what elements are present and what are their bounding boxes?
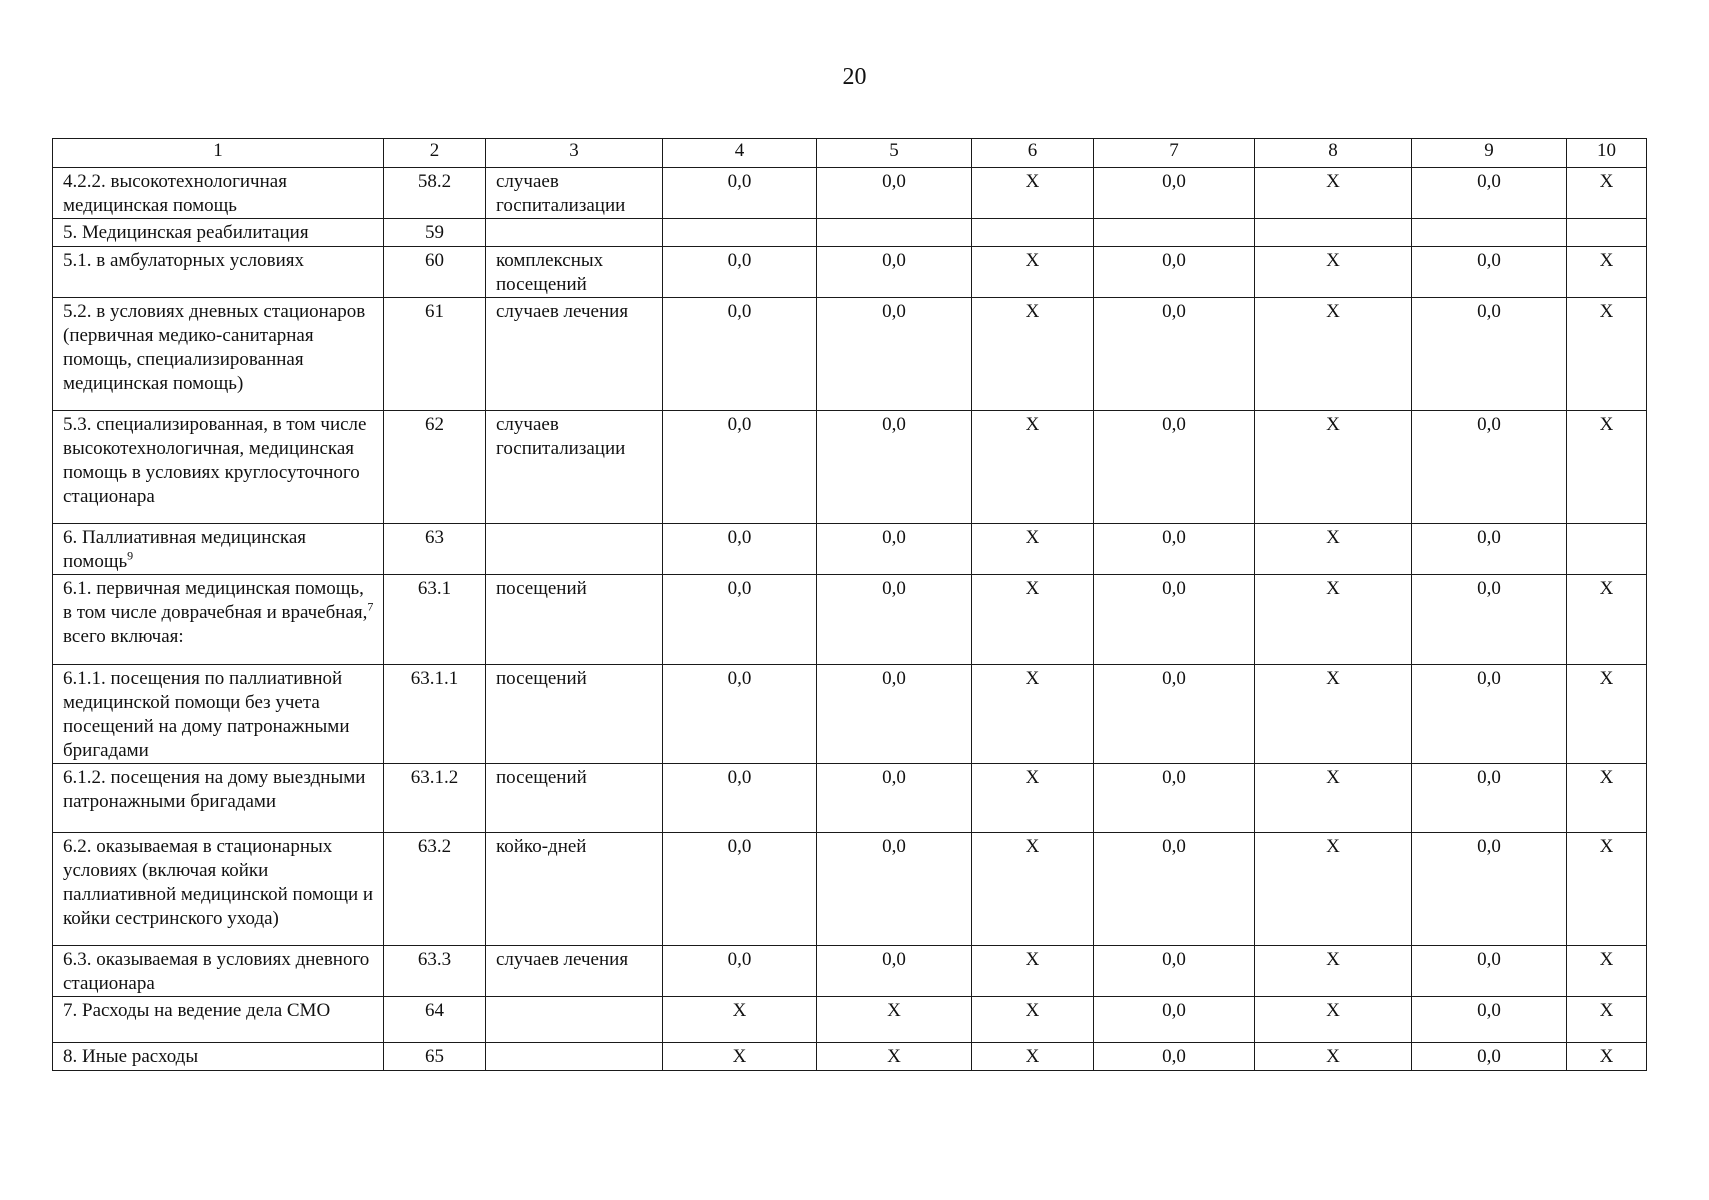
value-cell-10: X	[1567, 575, 1647, 665]
value-cell-9: 0,0	[1412, 1043, 1567, 1071]
value-cell-4: 0,0	[663, 575, 817, 665]
value-cell-8: X	[1255, 946, 1412, 997]
column-header-6: 6	[972, 139, 1094, 168]
value-cell-5: 0,0	[817, 298, 972, 411]
value-cell-6: X	[972, 997, 1094, 1043]
value-cell-8: X	[1255, 298, 1412, 411]
page-number: 20	[842, 64, 867, 90]
value-cell-7: 0,0	[1094, 247, 1255, 298]
value-cell-4: X	[663, 1043, 817, 1071]
value-cell-7: 0,0	[1094, 411, 1255, 524]
value-cell-5: 0,0	[817, 764, 972, 833]
value-cell-10	[1567, 524, 1647, 575]
value-cell-9: 0,0	[1412, 575, 1567, 665]
value-cell-7: 0,0	[1094, 575, 1255, 665]
table-row	[53, 168, 1647, 219]
value-cell-5: 0,0	[817, 524, 972, 575]
row-name-cell	[53, 219, 384, 247]
value-cell-10: X	[1567, 997, 1647, 1043]
value-cell-7: 0,0	[1094, 524, 1255, 575]
value-cell-4: 0,0	[663, 168, 817, 219]
value-cell-9: 0,0	[1412, 168, 1567, 219]
table-row	[53, 764, 1647, 833]
row-unit: посещений	[486, 665, 663, 764]
value-cell-4: 0,0	[663, 298, 817, 411]
row-unit: случаев госпитализации	[486, 168, 663, 219]
value-cell-9: 0,0	[1412, 411, 1567, 524]
column-header-5: 5	[817, 139, 972, 168]
table-row	[53, 946, 1647, 997]
row-name: 7. Расходы на ведение дела СМО	[63, 1000, 331, 1021]
row-name: 4.2.2. высокотехнологичная медицинская помощь	[63, 171, 287, 216]
value-cell-4	[663, 219, 817, 247]
row-code: 58.2	[384, 168, 486, 219]
row-name-cell	[53, 524, 384, 575]
value-cell-7: 0,0	[1094, 997, 1255, 1043]
table-row	[53, 997, 1647, 1043]
value-cell-4: 0,0	[663, 764, 817, 833]
row-name-cell	[53, 1043, 384, 1071]
value-cell-10: X	[1567, 298, 1647, 411]
table-row	[53, 665, 1647, 764]
value-cell-10: X	[1567, 833, 1647, 946]
value-cell-9	[1412, 219, 1567, 247]
value-cell-8	[1255, 219, 1412, 247]
header-row	[53, 139, 1647, 168]
value-cell-4: 0,0	[663, 946, 817, 997]
footnote-marker: 7	[367, 599, 374, 614]
value-cell-10: X	[1567, 665, 1647, 764]
row-name: 6.3. оказываемая в условиях дневного стационара	[63, 949, 370, 994]
row-name: 5.1. в амбулаторных условиях	[63, 250, 304, 271]
row-code: 59	[384, 219, 486, 247]
row-name: 6.2. оказываемая в стационарных условиях (включая койки паллиативной медицинской помощи и койки сестринского ухода)	[63, 836, 374, 929]
value-cell-4: 0,0	[663, 247, 817, 298]
column-header-4: 4	[663, 139, 817, 168]
value-cell-9: 0,0	[1412, 524, 1567, 575]
row-unit: случаев госпитализации	[486, 411, 663, 524]
value-cell-6: X	[972, 524, 1094, 575]
value-cell-7: 0,0	[1094, 833, 1255, 946]
table-row	[53, 247, 1647, 298]
row-name: 5. Медицинская реабилитация	[63, 222, 309, 243]
row-code: 63.1.2	[384, 764, 486, 833]
column-header-9: 9	[1412, 139, 1567, 168]
row-name-cell	[53, 575, 384, 665]
row-unit	[486, 524, 663, 575]
row-name-cell	[53, 997, 384, 1043]
value-cell-8: X	[1255, 665, 1412, 764]
value-cell-6: X	[972, 411, 1094, 524]
value-cell-9: 0,0	[1412, 665, 1567, 764]
value-cell-8: X	[1255, 524, 1412, 575]
value-cell-9: 0,0	[1412, 247, 1567, 298]
row-name: 6. Паллиативная медицинская помощь	[63, 527, 307, 572]
row-unit	[486, 997, 663, 1043]
table-row	[53, 411, 1647, 524]
value-cell-10: X	[1567, 1043, 1647, 1071]
row-name: 5.3. специализированная, в том числе высокотехнологичная, медицинская помощь в условиях круглосуточного стационара	[63, 414, 367, 507]
value-cell-10: X	[1567, 247, 1647, 298]
column-header-10: 10	[1567, 139, 1647, 168]
value-cell-8: X	[1255, 168, 1412, 219]
row-unit: случаев лечения	[486, 298, 663, 411]
table-body	[53, 168, 1647, 1071]
table-row	[53, 1043, 1647, 1071]
value-cell-8: X	[1255, 764, 1412, 833]
value-cell-5: 0,0	[817, 833, 972, 946]
row-name-cell	[53, 764, 384, 833]
row-code: 60	[384, 247, 486, 298]
column-header-8: 8	[1255, 139, 1412, 168]
row-unit	[486, 219, 663, 247]
value-cell-8: X	[1255, 411, 1412, 524]
value-cell-4: 0,0	[663, 524, 817, 575]
value-cell-6: X	[972, 833, 1094, 946]
value-cell-5: 0,0	[817, 411, 972, 524]
column-header-2: 2	[384, 139, 486, 168]
value-cell-4: 0,0	[663, 411, 817, 524]
row-code: 61	[384, 298, 486, 411]
value-cell-7: 0,0	[1094, 764, 1255, 833]
value-cell-8: X	[1255, 997, 1412, 1043]
value-cell-7	[1094, 219, 1255, 247]
value-cell-10	[1567, 219, 1647, 247]
row-code: 65	[384, 1043, 486, 1071]
row-code: 62	[384, 411, 486, 524]
row-name: 8. Иные расходы	[63, 1046, 199, 1067]
value-cell-5: 0,0	[817, 946, 972, 997]
row-name: 5.2. в условиях дневных стационаров (первичная медико-санитарная помощь, специализированная медицинская помощь)	[63, 301, 366, 394]
value-cell-9: 0,0	[1412, 764, 1567, 833]
table-row	[53, 219, 1647, 247]
row-code: 63.3	[384, 946, 486, 997]
row-unit: койко-дней	[486, 833, 663, 946]
value-cell-9: 0,0	[1412, 833, 1567, 946]
row-unit	[486, 1043, 663, 1071]
row-name-cell	[53, 665, 384, 764]
value-cell-8: X	[1255, 247, 1412, 298]
value-cell-8: X	[1255, 1043, 1412, 1071]
value-cell-8: X	[1255, 575, 1412, 665]
value-cell-6: X	[972, 247, 1094, 298]
row-unit: случаев лечения	[486, 946, 663, 997]
value-cell-6: X	[972, 764, 1094, 833]
value-cell-6	[972, 219, 1094, 247]
column-header-7: 7	[1094, 139, 1255, 168]
row-name-cell	[53, 946, 384, 997]
value-cell-10: X	[1567, 168, 1647, 219]
value-cell-6: X	[972, 575, 1094, 665]
value-cell-7: 0,0	[1094, 1043, 1255, 1071]
row-unit: посещений	[486, 764, 663, 833]
table-row	[53, 833, 1647, 946]
value-cell-9: 0,0	[1412, 298, 1567, 411]
value-cell-5: 0,0	[817, 247, 972, 298]
value-cell-5: X	[817, 997, 972, 1043]
value-cell-6: X	[972, 1043, 1094, 1071]
value-cell-5	[817, 219, 972, 247]
data-table	[52, 138, 1647, 1071]
row-name-cell	[53, 411, 384, 524]
table-row	[53, 575, 1647, 665]
value-cell-10: X	[1567, 411, 1647, 524]
row-name: 6.1. первичная медицинская помощь, в том числе доврачебная и врачебная,	[63, 578, 368, 623]
row-code: 64	[384, 997, 486, 1043]
row-unit: посещений	[486, 575, 663, 665]
column-header-1: 1	[53, 139, 384, 168]
row-code: 63.2	[384, 833, 486, 946]
table-row	[53, 298, 1647, 411]
row-code: 63.1	[384, 575, 486, 665]
value-cell-7: 0,0	[1094, 168, 1255, 219]
value-cell-5: X	[817, 1043, 972, 1071]
row-name: 6.1.1. посещения по паллиативной медицинской помощи без учета посещений на дому патронажными бригадами	[63, 668, 350, 761]
value-cell-7: 0,0	[1094, 298, 1255, 411]
row-name-cell	[53, 833, 384, 946]
value-cell-4: 0,0	[663, 833, 817, 946]
row-name-cell	[53, 298, 384, 411]
value-cell-9: 0,0	[1412, 997, 1567, 1043]
value-cell-7: 0,0	[1094, 946, 1255, 997]
value-cell-5: 0,0	[817, 665, 972, 764]
row-code: 63	[384, 524, 486, 575]
value-cell-10: X	[1567, 764, 1647, 833]
row-unit: комплексных посещений	[486, 247, 663, 298]
value-cell-5: 0,0	[817, 575, 972, 665]
value-cell-9: 0,0	[1412, 946, 1567, 997]
column-header-3: 3	[486, 139, 663, 168]
row-name: 6.1.2. посещения на дому выездными патронажными бригадами	[63, 767, 366, 812]
value-cell-6: X	[972, 168, 1094, 219]
value-cell-4: 0,0	[663, 665, 817, 764]
value-cell-4: X	[663, 997, 817, 1043]
value-cell-7: 0,0	[1094, 665, 1255, 764]
row-name-cell	[53, 247, 384, 298]
row-code: 63.1.1	[384, 665, 486, 764]
value-cell-6: X	[972, 298, 1094, 411]
row-name-cell	[53, 168, 384, 219]
value-cell-5: 0,0	[817, 168, 972, 219]
row-name-tail: всего включая:	[63, 626, 184, 647]
value-cell-6: X	[972, 665, 1094, 764]
table-row	[53, 524, 1647, 575]
footnote-marker: 9	[127, 548, 134, 563]
value-cell-8: X	[1255, 833, 1412, 946]
value-cell-6: X	[972, 946, 1094, 997]
value-cell-10: X	[1567, 946, 1647, 997]
